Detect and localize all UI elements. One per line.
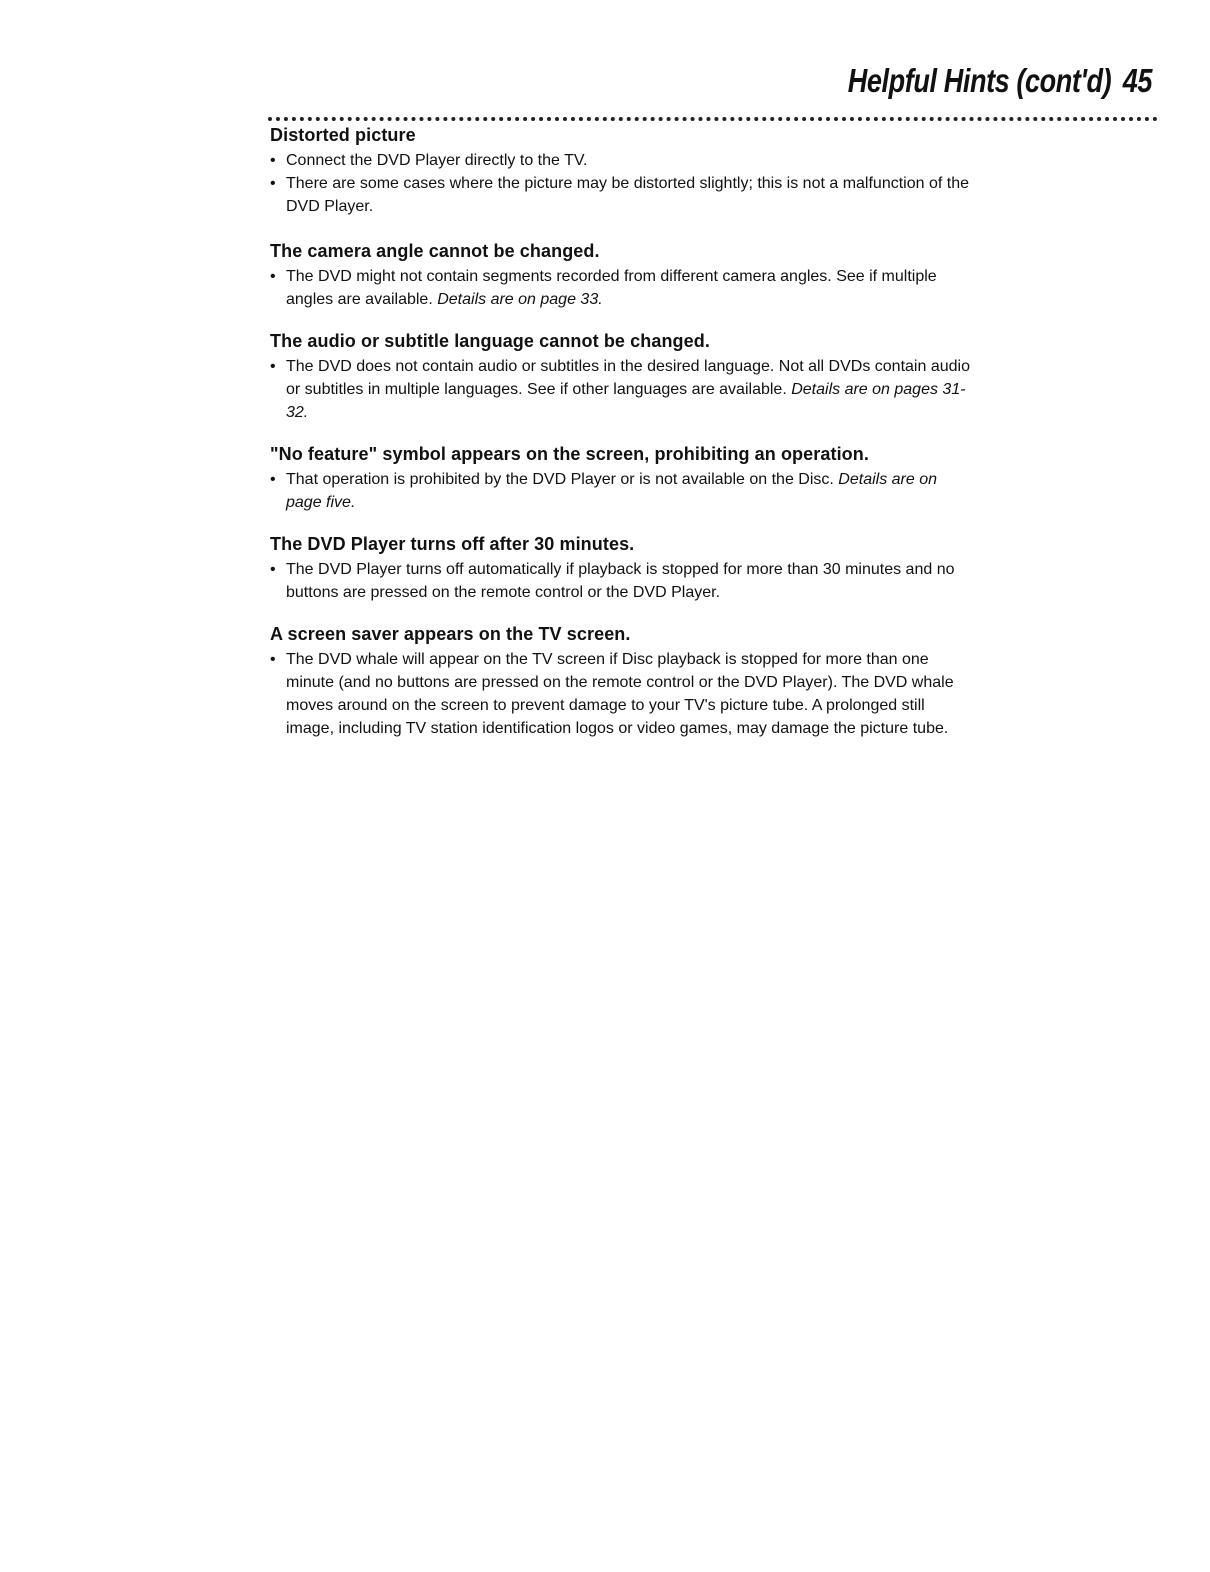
section-title: The camera angle cannot be changed. — [270, 241, 600, 261]
page-reference: Details are on page five. — [286, 471, 938, 511]
list-item — [270, 468, 970, 514]
section-title: The audio or subtitle language cannot be changed. — [270, 331, 710, 351]
hint-section-auto-off — [270, 533, 970, 604]
section-title: A screen saver appears on the TV screen. — [270, 624, 631, 644]
section-title: The DVD Player turns off after 30 minutes. — [270, 534, 635, 554]
hints-content — [270, 124, 970, 759]
page-title: Helpful Hints (cont'd) — [847, 62, 1112, 99]
bullet-text: The DVD Player turns off automatically if playback is stopped for more than 30 minutes and no buttons are pressed on the remote control or the DVD Player. — [286, 561, 955, 601]
bullet-text: The DVD might not contain segments recorded from different camera angles. See if multiple angles are available. — [286, 268, 937, 308]
page-number: 45 — [1122, 62, 1152, 99]
page-reference: Details are on pages 31-32. — [286, 381, 966, 421]
list-item — [270, 648, 970, 740]
section-title: Distorted picture — [270, 125, 416, 145]
list-item — [270, 558, 970, 604]
bullet-list — [270, 149, 970, 218]
bullet-list — [270, 355, 970, 424]
section-title: "No feature" symbol appears on the screen, prohibiting an operation. — [270, 444, 869, 464]
bullet-text: The DVD whale will appear on the TV screen if Disc playback is stopped for more than one minute (and no buttons are pressed on the remote control or the DVD Player). The DVD whale moves around on the screen to prevent damage to your TV's picture tube. A prolonged still image, including TV station identification logos or video games, may damage the picture tube. — [286, 651, 954, 737]
page-reference: Details are on page 33. — [437, 291, 603, 308]
bullet-list — [270, 265, 970, 311]
bullet-list — [270, 468, 970, 514]
hint-section-screen-saver — [270, 623, 970, 740]
hint-section-no-feature — [270, 443, 970, 514]
list-item — [270, 355, 970, 424]
bullet-text: The DVD does not contain audio or subtitles in the desired language. Not all DVDs contain audio or subtitles in multiple languages. See if other languages are available. — [286, 358, 970, 398]
bullet-list — [270, 648, 970, 740]
list-item — [270, 265, 970, 311]
bullet-text: Connect the DVD Player directly to the TV. — [286, 152, 588, 169]
hint-section-audio-subtitle — [270, 330, 970, 424]
list-item — [270, 149, 970, 172]
hint-section-camera-angle — [270, 240, 970, 311]
dotted-divider — [268, 117, 1158, 121]
bullet-text: That operation is prohibited by the DVD Player or is not available on the Disc. — [286, 471, 834, 488]
list-item — [270, 172, 970, 218]
bullet-list — [270, 558, 970, 604]
hint-section-distorted-picture — [270, 124, 970, 218]
bullet-text: There are some cases where the picture may be distorted slightly; this is not a malfunction of the DVD Player. — [286, 175, 969, 215]
page-header — [848, 62, 1152, 100]
